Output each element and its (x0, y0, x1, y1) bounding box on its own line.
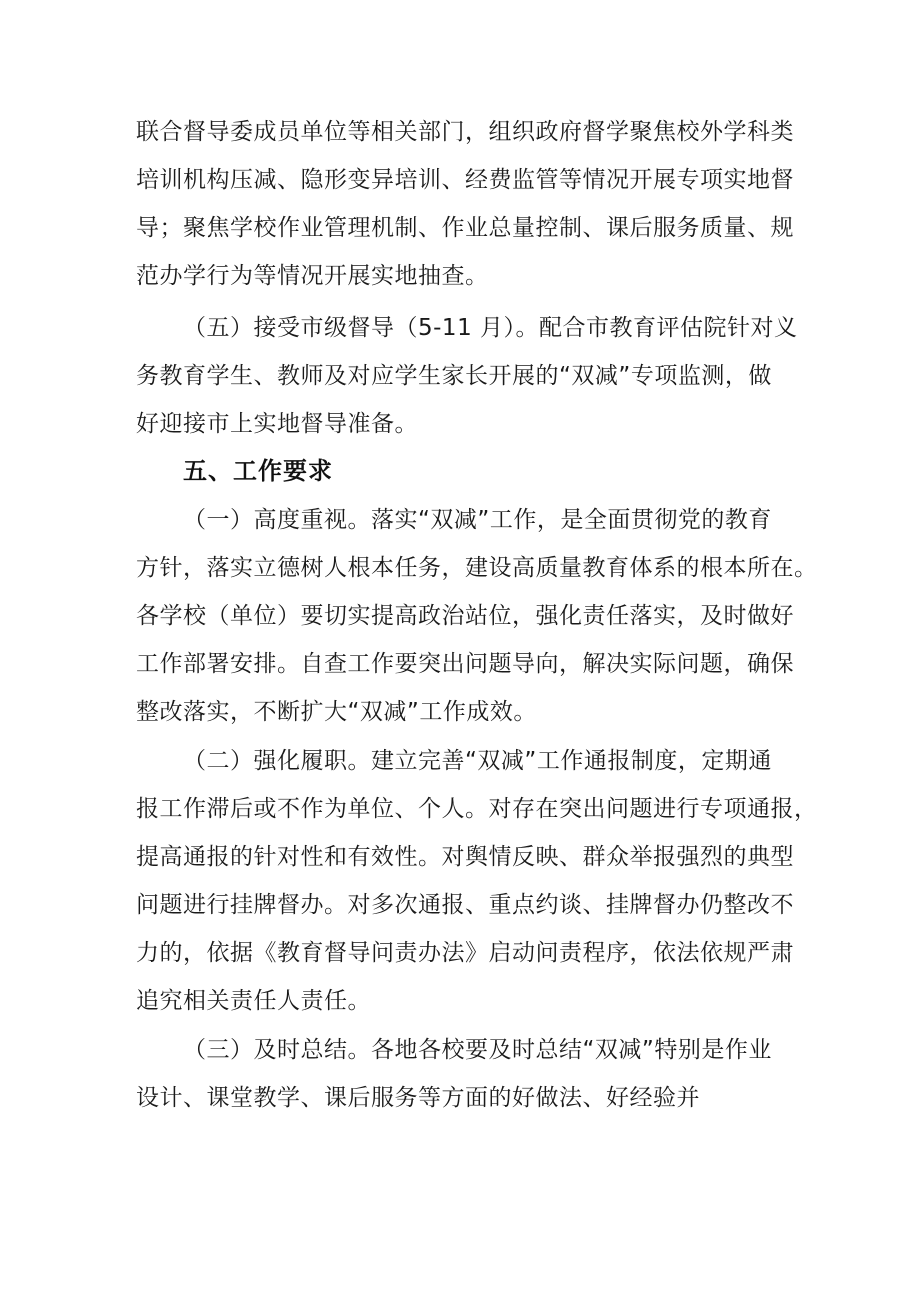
paragraph-line: （二）强化履职。建立完善“双减”工作通报制度，定期通 (183, 748, 772, 774)
paragraph-line: 务教育学生、教师及对应学生家长开展的“双减”专项监测，做 (136, 363, 772, 389)
paragraph-line: 好迎接市上实地督导准备。 (136, 411, 418, 437)
paragraph-line: 联合督导委成员单位等相关部门，组织政府督学聚焦校外学科类 (136, 119, 794, 145)
paragraph-line: 工作部署安排。自查工作要突出问题导向，解决实际问题，确保 (136, 651, 794, 677)
paragraph-line: （一）高度重视。落实“双减”工作，是全面贯彻党的教育 (183, 507, 772, 533)
paragraph-line: 提高通报的针对性和有效性。对舆情反映、群众举报强烈的典型 (136, 844, 794, 870)
paragraph-line: 培训机构压减、隐形变异培训、经费监管等情况开展专项实地督 (136, 167, 794, 193)
paragraph-line: 各学校（单位）要切实提高政治站位，强化责任落实，及时做好 (136, 603, 794, 629)
paragraph-line: 报工作滞后或不作为单位、个人。对存在突出问题进行专项通报， (136, 796, 818, 822)
paragraph-line: （五）接受市级督导（5-11 月）。配合市教育评估院针对义 (183, 315, 798, 341)
paragraph-line: 设计、课堂教学、课后服务等方面的好做法、好经验并 (136, 1085, 700, 1111)
paragraph-line: 力的，依据《教育督导问责办法》启动问责程序，依法依规严肃 (136, 940, 794, 966)
section-heading: 五、工作要求 (183, 457, 333, 485)
paragraph-line: （三）及时总结。各地各校要及时总结“双减”特别是作业 (183, 1037, 772, 1063)
paragraph-line: 方针，落实立德树人根本任务，建设高质量教育体系的根本所在。 (136, 555, 818, 581)
paragraph-line: 追究相关责任人责任。 (136, 988, 371, 1014)
paragraph-line: 整改落实，不断扩大“双减”工作成效。 (136, 699, 537, 725)
paragraph-line: 导；聚焦学校作业管理机制、作业总量控制、课后服务质量、规 (136, 215, 794, 241)
paragraph-line: 问题进行挂牌督办。对多次通报、重点约谈、挂牌督办仍整改不 (136, 892, 794, 918)
paragraph-line: 范办学行为等情况开展实地抽查。 (136, 263, 489, 289)
